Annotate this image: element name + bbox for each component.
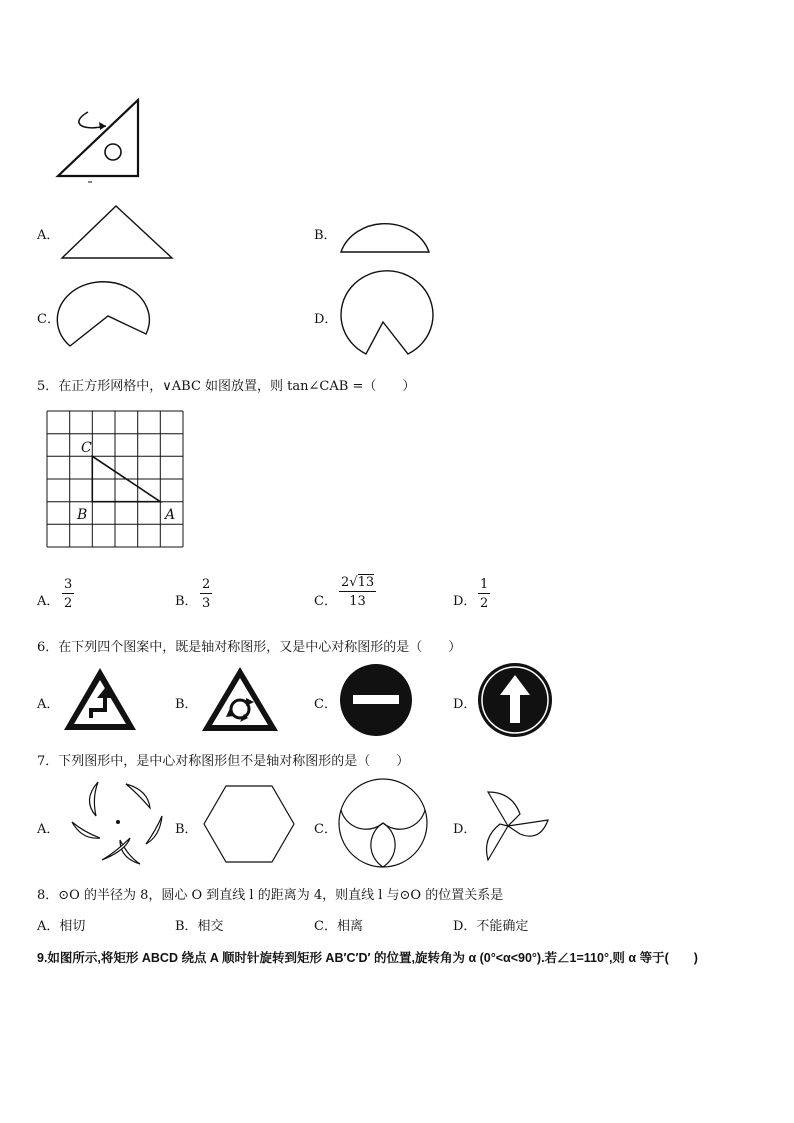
q6-option-d-ahead-only-sign (476, 661, 556, 741)
q4-option-a-label: A． (37, 228, 60, 243)
q7-option-a-label: A． (37, 822, 60, 837)
numerator (339, 576, 376, 592)
q5-option-b-fraction (200, 578, 212, 610)
q4-option-d-sector (338, 274, 438, 364)
q4-option-c-label: C． (37, 312, 60, 327)
q7-option-b-label: B． (175, 822, 198, 837)
q9-question-stem: 9.如图所示,将矩形 ABCD 绕点 A 顺时针旋转到矩形 AB′C′D′ 的位置,旋转角为 α (0°<α<90°).若∠1=110°,则 α 等于( ) (37, 951, 698, 965)
denominator: 13 (349, 594, 366, 609)
q6-option-c-no-entry-sign (339, 663, 415, 739)
vertex-b-label: B (77, 507, 88, 523)
q4-setsquare-figure (52, 94, 152, 194)
q7-option-c-circle-petals (338, 778, 434, 874)
numerator: 2 (202, 577, 211, 592)
q7-question-stem: 7．下列图形中，是中心对称图形但不是轴对称图形的是（ ） (37, 754, 410, 769)
q7-option-d-propeller (478, 786, 552, 866)
q8-question-stem: 8．⊙O 的半径为 8，圆心 O 到直线 l 的距离为 4，则直线 l 与⊙O 的位置关系是 (37, 888, 504, 903)
q8-option-a: A．相切 (37, 919, 86, 934)
q5-option-b-label: B． (175, 594, 198, 609)
q6-option-d-label: D． (453, 697, 477, 712)
q4-option-c-sector (60, 278, 160, 358)
q6-option-a-label: A． (37, 697, 60, 712)
numerator: 3 (64, 577, 73, 592)
denominator: 2 (64, 596, 73, 611)
coefficient: 2 (341, 575, 350, 590)
q5-option-a-label: A． (37, 594, 60, 609)
q5-option-d-label: D． (453, 594, 477, 609)
q5-option-c-fraction (339, 576, 376, 608)
q5-question-stem: 5．在正方形网格中，∨ABC 如图放置，则 tan∠CAB =（ ） (37, 379, 416, 394)
q8-option-d: D．不能确定 (453, 919, 529, 934)
q6-option-a-warning-sign (62, 664, 142, 734)
radicand: 13 (357, 575, 375, 590)
q4-option-b-semicircle (338, 208, 438, 258)
q7-option-c-label: C． (314, 822, 337, 837)
sqrt-icon: √ (349, 575, 358, 590)
q5-option-a-fraction (62, 578, 74, 610)
q7-option-b-hexagon (202, 784, 298, 868)
vertex-a-label: A (165, 507, 176, 523)
q5-option-c-label: C． (314, 594, 337, 609)
q8-option-b: B．相交 (175, 919, 224, 934)
q6-option-b-roundabout-sign (200, 664, 282, 734)
q5-option-d-fraction (478, 578, 490, 610)
denominator: 3 (202, 596, 211, 611)
numerator: 1 (480, 577, 489, 592)
vertex-c-label: C (81, 440, 92, 456)
q6-question-stem: 6．在下列四个图案中，既是轴对称图形，又是中心对称图形的是（ ） (37, 640, 462, 655)
denominator: 2 (480, 596, 489, 611)
q6-option-c-label: C． (314, 697, 337, 712)
q8-option-c: C．相离 (314, 919, 363, 934)
q4-option-d-label: D． (314, 312, 338, 327)
q5-grid-figure (46, 410, 186, 550)
q6-option-b-label: B． (175, 697, 198, 712)
q4-option-a-triangle (60, 202, 180, 262)
q4-option-b-label: B． (314, 228, 337, 243)
q7-option-a-pinwheel (68, 778, 168, 868)
q7-option-d-label: D． (453, 822, 477, 837)
